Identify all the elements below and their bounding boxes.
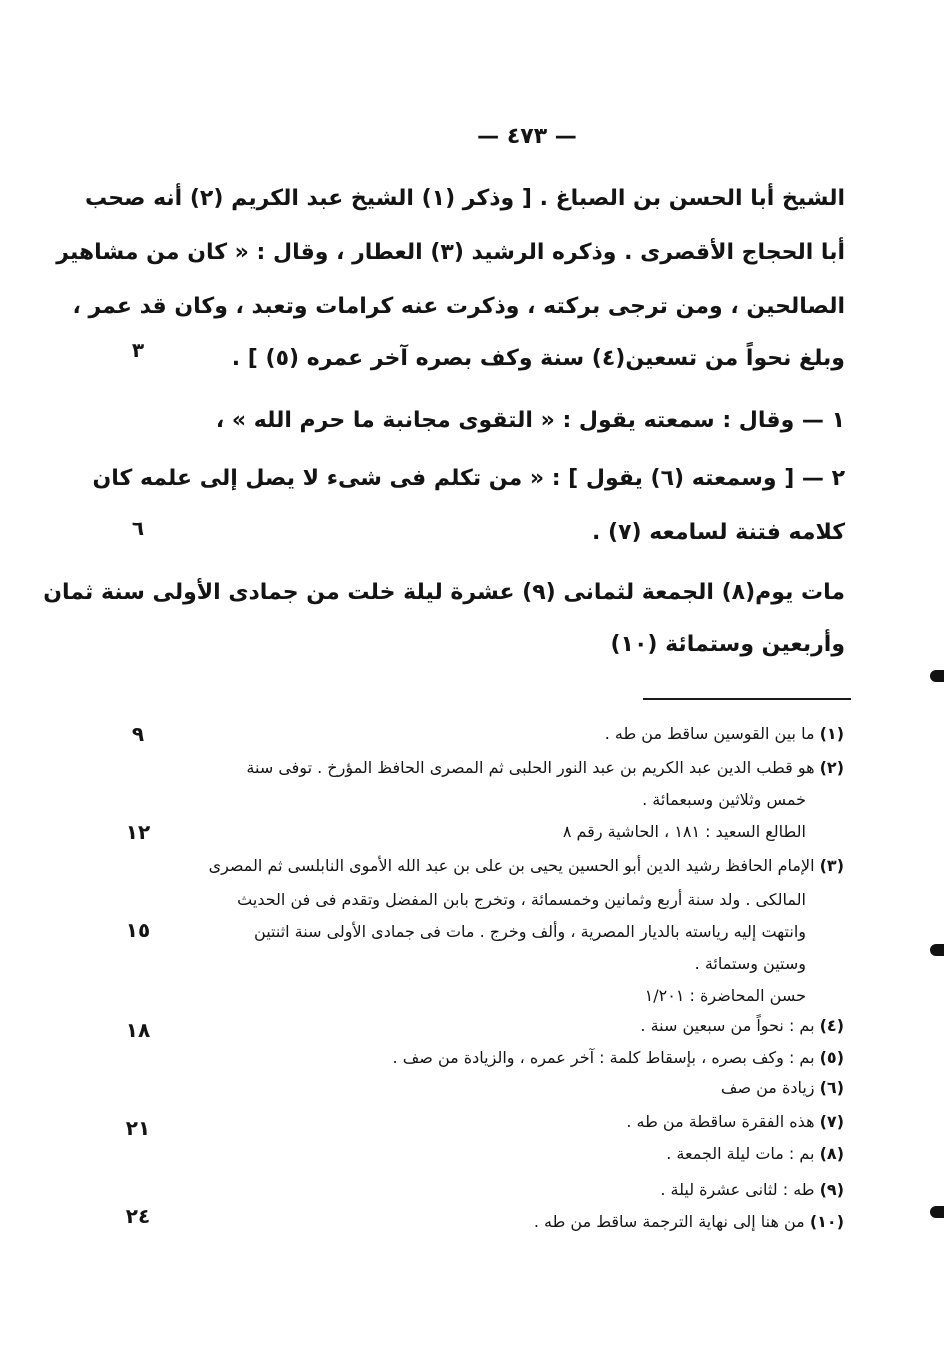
- footnote-3-cont-1: [237, 890, 806, 909]
- footnote-text: هذه الفقرة ساقطة من طه .: [626, 1112, 815, 1131]
- footnote-1: [605, 724, 844, 743]
- body-line-text: وأربعين وستمائة (١٠): [610, 632, 845, 657]
- body-line-text: ٢ — [ وسمعته (٦) يقول ] : « من تكلم فى شىء لا يصل إلى علمه كان: [92, 466, 845, 491]
- body-line-9: [195, 632, 845, 657]
- footnote-separator: [643, 698, 851, 700]
- page-number: — ٤٧٣ —: [477, 124, 577, 149]
- footnote-mark: (٢): [819, 758, 844, 777]
- body-line-text: كلامه فتنة لسامعه (٧) .: [591, 520, 845, 545]
- footnote-mark: (٩): [819, 1180, 844, 1199]
- footnote-text: حسن المحاضرة : ١/٢٠١: [644, 986, 806, 1005]
- footnote-text: هو قطب الدين عبد الكريم بن عبد النور الحلبى ثم المصرى الحافظ المؤرخ . توفى سنة: [246, 758, 815, 777]
- body-line-7: [195, 520, 845, 545]
- footnote-text: المالكى . ولد سنة أربع وثمانين وخمسمائة ، وتخرج بابن المفضل وتقدم فى فن الحديث: [237, 890, 806, 909]
- margin-line-number: ٣: [131, 338, 145, 362]
- footnote-mark: (٣): [819, 856, 844, 875]
- footnote-text: زيادة من صف: [720, 1078, 815, 1097]
- footnote-text: من هنا إلى نهاية الترجمة ساقط من طه .: [533, 1212, 805, 1231]
- body-line-text: الصالحين ، ومن ترجى بركته ، وذكرت عنه كرامات وتعبد ، وكان قد عمر ،: [72, 294, 845, 319]
- margin-line-number: ٢١: [125, 1116, 151, 1140]
- scan-edge-mark: [930, 670, 944, 682]
- footnote-3-cont-3: [695, 954, 806, 973]
- margin-line-number: ٩: [131, 722, 145, 746]
- footnote-2-cont: [642, 790, 806, 809]
- body-line-3: [72, 294, 845, 319]
- body-line-text: أبا الحجاج الأقصرى . وذكره الرشيد (٣) العطار ، وقال : « كان من مشاهير: [56, 240, 845, 265]
- footnote-8: [666, 1144, 844, 1163]
- footnote-text: خمس وثلاثين وسبعمائة .: [642, 790, 806, 809]
- footnote-mark: (١٠): [809, 1212, 844, 1231]
- footnote-mark: (٤): [819, 1016, 844, 1035]
- body-line-1: [85, 186, 845, 211]
- body-line-6: [92, 466, 845, 491]
- footnote-mark: (٨): [819, 1144, 844, 1163]
- footnote-text: الطالع السعيد : ١٨١ ، الحاشية رقم ٨: [562, 822, 806, 841]
- footnote-6: [721, 1078, 844, 1097]
- body-line-8: [43, 580, 845, 605]
- body-line-text: ١ — وقال : سمعته يقول : « التقوى مجانبة ما حرم الله » ،: [215, 408, 845, 433]
- footnote-text: طه : لثانى عشرة ليلة .: [660, 1180, 815, 1199]
- footnote-text: بم : نحواً من سبعين سنة .: [640, 1016, 815, 1035]
- margin-line-number: ١٢: [125, 820, 151, 844]
- footnote-mark: (٧): [819, 1112, 844, 1131]
- footnote-text: بم : مات ليلة الجمعة .: [666, 1144, 815, 1163]
- footnote-3-cont-2: [254, 922, 806, 941]
- body-line-2: [56, 240, 845, 265]
- scan-edge-mark: [930, 1206, 944, 1218]
- footnote-mark: (٥): [819, 1048, 844, 1067]
- footnote-10: [534, 1212, 844, 1231]
- footnote-3-ref: [645, 986, 806, 1005]
- body-line-text: مات يوم(٨) الجمعة لثمانى (٩) عشرة ليلة خلت من جمادى الأولى سنة ثمان: [43, 580, 845, 605]
- footnote-3: [209, 856, 844, 875]
- margin-line-number: ٢٤: [125, 1204, 151, 1228]
- body-line-5: [195, 408, 845, 433]
- margin-line-number: ١٥: [125, 918, 151, 942]
- footnote-2-ref: [563, 822, 806, 841]
- footnote-text: بم : وكف بصره ، بإسقاط كلمة : آخر عمره ، والزيادة من صف .: [392, 1048, 815, 1067]
- margin-line-number: ٦: [131, 516, 145, 540]
- footnote-5: [393, 1048, 844, 1067]
- body-line-text: الشيخ أبا الحسن بن الصباغ . [ وذكر (١) الشيخ عبد الكريم (٢) أنه صحب: [85, 186, 845, 211]
- body-line-text: وبلغ نحواً من تسعين(٤) سنة وكف بصره آخر عمره (٥) ] .: [231, 346, 845, 371]
- footnote-9: [660, 1180, 844, 1199]
- footnote-text: ما بين القوسين ساقط من طه .: [604, 724, 815, 743]
- scan-edge-mark: [930, 944, 944, 956]
- body-line-4: [195, 346, 845, 371]
- footnote-mark: (١): [819, 724, 844, 743]
- footnote-text: وانتهت إليه رياسته بالديار المصرية ، وألف وخرج . مات فى جمادى الأولى سنة اثنتين: [254, 922, 806, 941]
- margin-line-number: ١٨: [125, 1018, 151, 1042]
- footnote-text: الإمام الحافظ رشيد الدين أبو الحسين يحيى بن على بن عبد الله الأموى النابلسى ثم المصرى: [208, 856, 815, 875]
- footnote-mark: (٦): [819, 1078, 844, 1097]
- footnote-2: [246, 758, 844, 777]
- footnote-7: [626, 1112, 844, 1131]
- footnote-text: وستين وستمائة .: [694, 954, 806, 973]
- footnote-4: [640, 1016, 844, 1035]
